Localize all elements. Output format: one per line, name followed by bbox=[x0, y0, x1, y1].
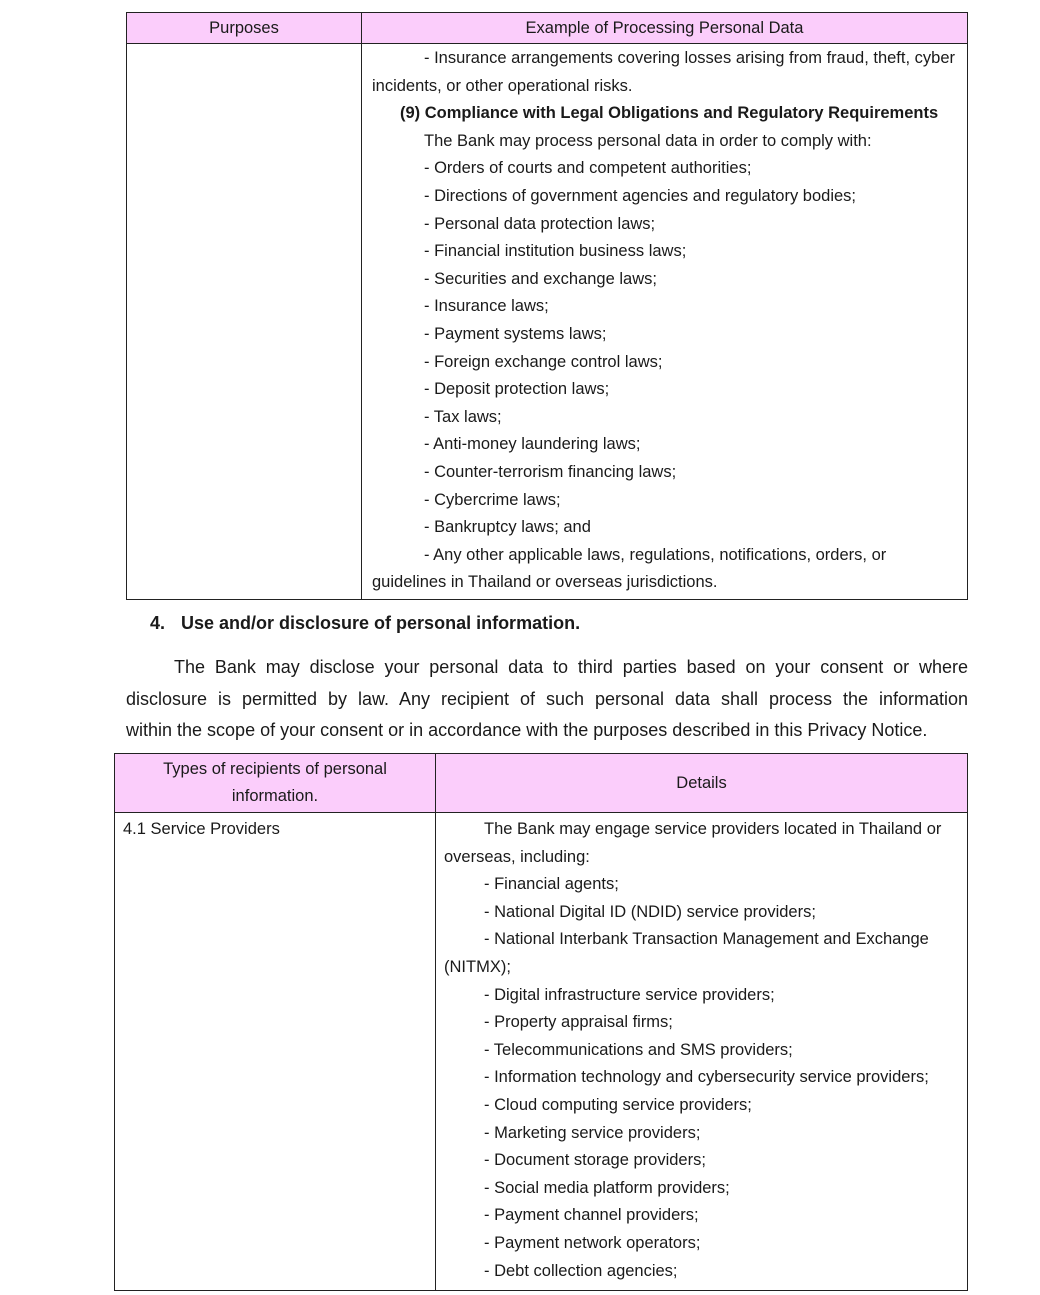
table-header-row bbox=[127, 13, 968, 44]
list-item: - Telecommunications and SMS providers; bbox=[484, 1040, 793, 1059]
list-item: - Securities and exchange laws; bbox=[424, 269, 657, 288]
list-item: - Any other applicable laws, regulations, notifications, orders, or bbox=[424, 545, 887, 564]
paragraph-line: The Bank may disclose your personal data to third parties based on your consent or where bbox=[174, 657, 968, 677]
table-header-row bbox=[115, 754, 968, 813]
header-example-processing: Example of Processing Personal Data bbox=[362, 13, 968, 44]
header-details: Details bbox=[436, 754, 968, 813]
list-item-continuation: (NITMX); bbox=[444, 957, 511, 976]
table-row bbox=[115, 813, 968, 1291]
paragraph-line: disclosure is permitted by law. Any recipient of such personal data shall process the information bbox=[126, 688, 968, 709]
list-item: - Insurance arrangements covering losses arising from fraud, theft, cyber bbox=[424, 49, 955, 67]
list-item: - Anti-money laundering laws; bbox=[424, 435, 641, 454]
list-item: - Information technology and cybersecurity service providers; bbox=[484, 1068, 929, 1087]
example-cell bbox=[362, 44, 968, 600]
list-item: - Cybercrime laws; bbox=[424, 490, 561, 509]
row-label: 4.1 Service Providers bbox=[123, 820, 280, 838]
list-item: - Personal data protection laws; bbox=[424, 214, 656, 233]
list-item-continuation: incidents, or other operational risks. bbox=[372, 76, 633, 95]
list-item: - Bankruptcy laws; and bbox=[424, 518, 591, 537]
list-item: - Document storage providers; bbox=[484, 1151, 706, 1170]
header-recipient-types: Types of recipients of personal information. bbox=[115, 754, 436, 813]
list-item: - National Interbank Transaction Management and Exchange bbox=[484, 930, 929, 949]
list-item: - National Digital ID (NDID) service providers; bbox=[484, 902, 816, 921]
header-purposes: Purposes bbox=[127, 13, 362, 44]
recipients-table bbox=[114, 753, 968, 1291]
subsection-heading: (9) Compliance with Legal Obligations and Regulatory Requirements bbox=[400, 104, 939, 123]
list-item: - Payment systems laws; bbox=[424, 324, 607, 343]
section-heading bbox=[150, 609, 580, 637]
list-item-continuation: guidelines in Thailand or overseas jurisdictions. bbox=[372, 573, 718, 592]
purposes-table bbox=[126, 12, 968, 600]
list-item: - Debt collection agencies; bbox=[484, 1261, 678, 1280]
list-item: - Marketing service providers; bbox=[484, 1123, 701, 1142]
list-item: - Cloud computing service providers; bbox=[484, 1095, 752, 1114]
table-row bbox=[127, 44, 968, 600]
section-number: 4. bbox=[150, 613, 166, 633]
list-item: - Deposit protection laws; bbox=[424, 380, 610, 399]
list-item: - Directions of government agencies and regulatory bodies; bbox=[424, 186, 856, 205]
details-cell bbox=[436, 813, 968, 1291]
details-intro-continuation: overseas, including: bbox=[444, 847, 590, 866]
section-title: Use and/or disclosure of personal information. bbox=[181, 613, 581, 633]
list-item: - Financial agents; bbox=[484, 875, 619, 894]
details-intro: The Bank may engage service providers located in Thailand or bbox=[484, 820, 942, 838]
list-item: - Financial institution business laws; bbox=[424, 242, 687, 261]
recipient-type-cell bbox=[115, 813, 436, 1291]
list-item: - Insurance laws; bbox=[424, 297, 549, 316]
list-item: - Foreign exchange control laws; bbox=[424, 352, 663, 371]
list-item: - Tax laws; bbox=[424, 407, 502, 426]
list-item: - Orders of courts and competent authorities; bbox=[424, 159, 752, 178]
list-item: - Property appraisal firms; bbox=[484, 1013, 673, 1032]
list-item: - Digital infrastructure service providers; bbox=[484, 985, 775, 1004]
list-intro: The Bank may process personal data in order to comply with: bbox=[424, 131, 872, 150]
list-item: - Social media platform providers; bbox=[484, 1178, 730, 1197]
paragraph-line: within the scope of your consent or in accordance with the purposes described in this Privacy Notice. bbox=[126, 720, 928, 740]
list-item: - Payment network operators; bbox=[484, 1233, 701, 1252]
list-item: - Counter-terrorism financing laws; bbox=[424, 462, 677, 481]
section-paragraph bbox=[126, 652, 968, 747]
purposes-cell bbox=[127, 44, 362, 600]
list-item: - Payment channel providers; bbox=[484, 1206, 699, 1225]
